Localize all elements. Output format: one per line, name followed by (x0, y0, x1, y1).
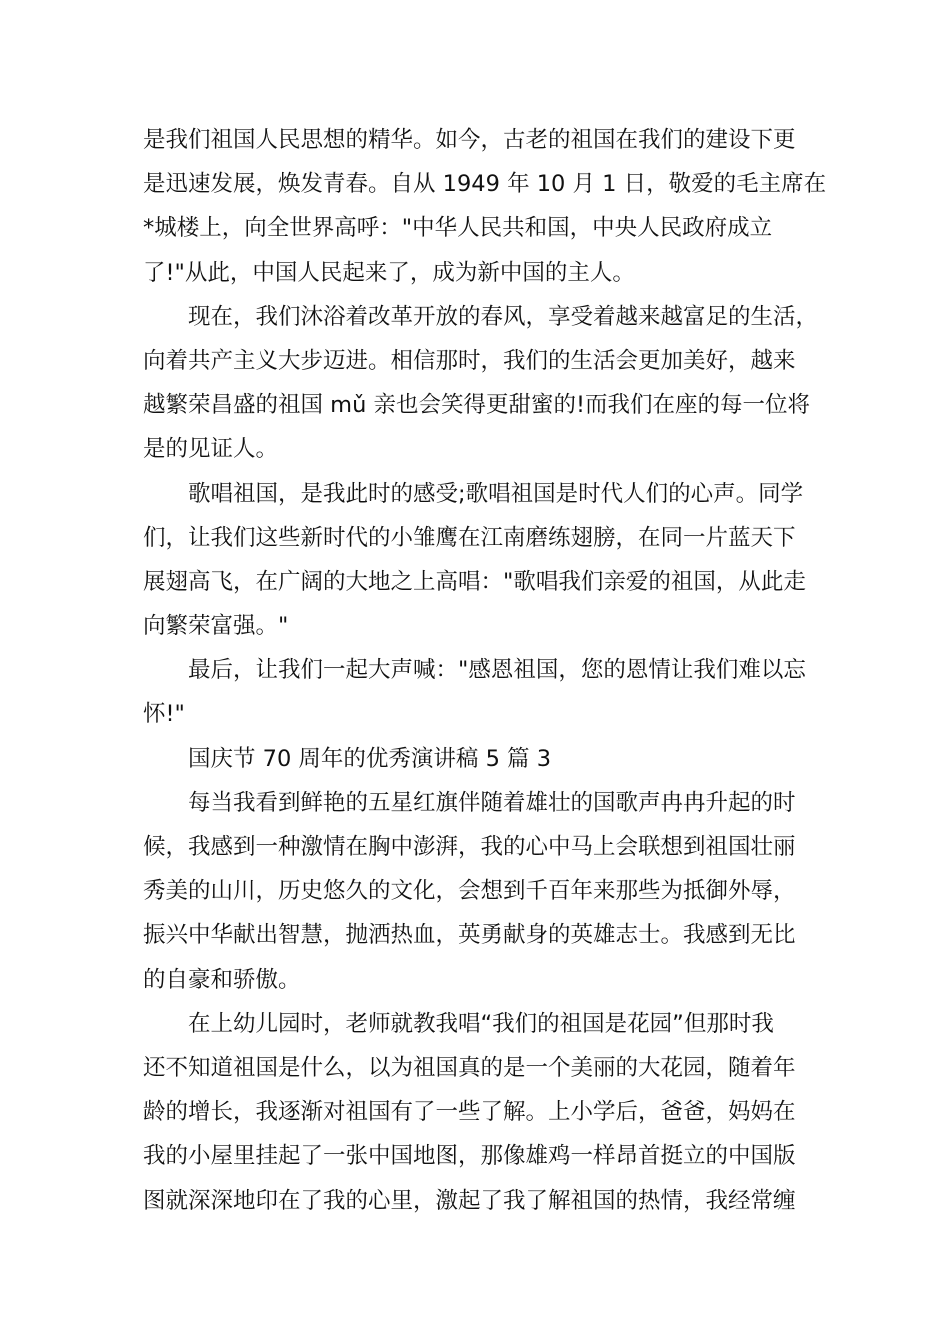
text-line: 候，我感到一种激情在胸中澎湃，我的心中马上会联想到祖国壮丽 (143, 834, 796, 860)
text-line: 是的见证人。 (143, 436, 279, 463)
text-line: 秀美的山川，历史悠久的文化，会想到千百年来那些为抵御外辱， (143, 878, 796, 905)
text-line: *城楼上，向全世界高呼："中华人民共和国，中央人民政府成立 (143, 215, 773, 242)
text-line: 越繁荣昌盛的祖国 mǔ 亲也会笑得更甜蜜的!而我们在座的每一位将 (143, 392, 811, 419)
body-text (143, 118, 827, 1223)
text-line: 我的小屋里挂起了一张中国地图，那像雄鸡一样昂首挺立的中国版 (143, 1143, 796, 1170)
text-line: 展翅高飞，在广阔的大地之上高唱："歌唱我们亲爱的祖国，从此走 (143, 568, 806, 595)
section-heading: 国庆节 70 周年的优秀演讲稿 5 篇 3 (188, 745, 552, 772)
text-line: 的自豪和骄傲。 (143, 966, 301, 993)
text-line: 了!"从此，中国人民起来了，成为新中国的主人。 (143, 259, 635, 286)
paragraph-first-line: 在上幼儿园时，老师就教我唱“我们的祖国是花园”但那时我 (188, 1010, 774, 1037)
text-line: 向繁荣富强。" (143, 613, 289, 640)
text-line: 还不知道祖国是什么，以为祖国真的是一个美丽的大花园，随着年 (143, 1054, 796, 1081)
text-line: 们，让我们这些新时代的小雏鹰在江南磨练翅膀，在同一片蓝天下 (143, 524, 796, 551)
paragraph-first-line: 每当我看到鲜艳的五星红旗伴随着雄壮的国歌声冉冉升起的时 (188, 789, 796, 816)
text-line: 是我们祖国人民思想的精华。如今，古老的祖国在我们的建设下更 (143, 127, 796, 153)
paragraph-first-line: 歌唱祖国，是我此时的感受;歌唱祖国是时代人们的心声。同学 (188, 480, 804, 507)
text-line: 振兴中华献出智慧，抛洒热血，英勇献身的英雄志士。我感到无比 (143, 922, 796, 949)
paragraph-first-line: 最后，让我们一起大声喊："感恩祖国，您的恩情让我们难以忘 (188, 657, 806, 684)
text-line: 龄的增长，我逐渐对祖国有了一些了解。上小学后，爸爸，妈妈在 (143, 1099, 796, 1126)
text-line: 怀!" (143, 701, 185, 728)
text-line: 图就深深地印在了我的心里，激起了我了解祖国的热情，我经常缠 (143, 1187, 796, 1214)
text-line: 是迅速发展，焕发青春。自从 1949 年 10 月 1 日，敬爱的毛主席在 (143, 171, 827, 198)
text-line: 向着共产主义大步迈进。相信那时，我们的生活会更加美好，越来 (143, 347, 796, 374)
paragraph-first-line: 现在，我们沐浴着改革开放的春风，享受着越来越富足的生活， (188, 303, 819, 330)
